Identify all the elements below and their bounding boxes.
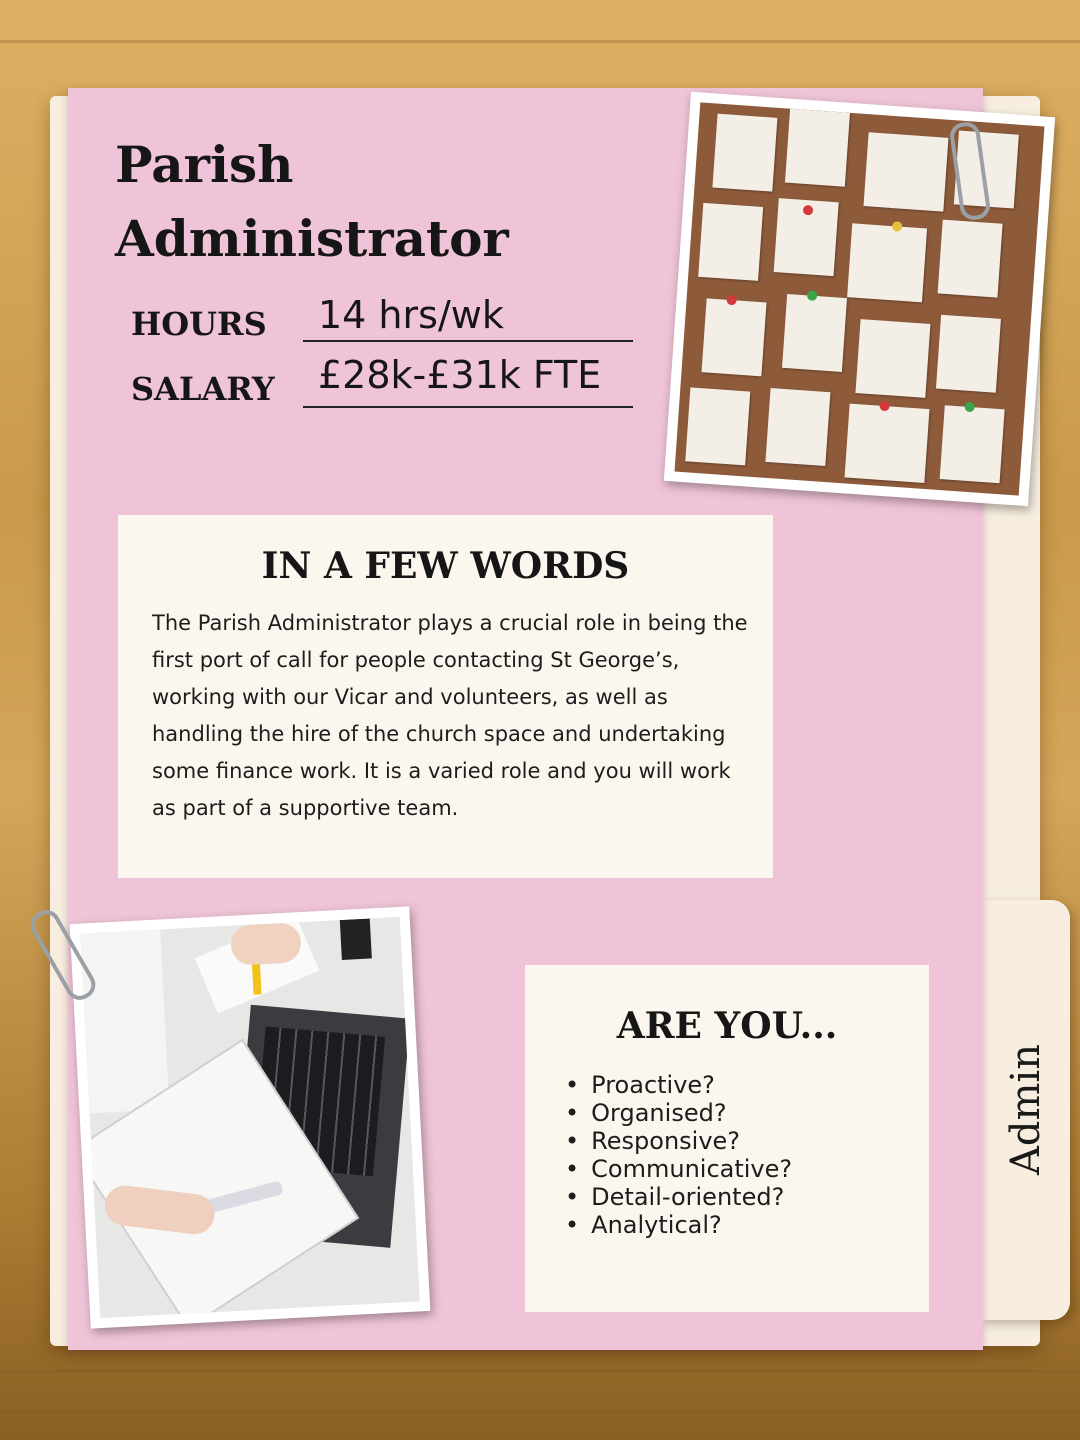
trait-item: • Detail-oriented? [565, 1183, 929, 1211]
about-card [118, 515, 773, 878]
trait-item: • Organised? [565, 1099, 929, 1127]
are-you-card [525, 965, 929, 1312]
wood-grain [0, 40, 1080, 43]
trait-item: • Proactive? [565, 1071, 929, 1099]
hours-label: HOURS [131, 305, 267, 343]
salary-label: SALARY [131, 370, 275, 408]
hours-value: 14 hrs/wk [318, 293, 504, 337]
wood-grain [0, 1410, 1080, 1413]
job-title: Parish Administrator [115, 135, 509, 268]
corkboard-image [675, 102, 1045, 495]
wood-grain [0, 1370, 1080, 1373]
trait-item: • Communicative? [565, 1155, 929, 1183]
about-heading: IN A FEW WORDS [261, 545, 630, 587]
trait-list [565, 1071, 929, 1239]
corkboard-photo [664, 92, 1055, 507]
are-you-heading: ARE YOU... [616, 1005, 838, 1047]
laptop-image [80, 917, 420, 1318]
hours-underline [303, 340, 633, 342]
salary-value: £28k-£31k FTE [318, 353, 602, 397]
salary-underline [303, 406, 633, 408]
about-text: The Parish Administrator plays a crucial role in being the first port of call for people contacting St George’s, working with our Vicar and volunteers, as well as handling the hire of the church space and undertaking some finance work. It is a varied role and you will work as part of a supportive team. [152, 611, 748, 820]
folder-tab-label: Admin [1003, 1044, 1049, 1175]
trait-item: • Responsive? [565, 1127, 929, 1155]
trait-item: • Analytical? [565, 1211, 929, 1239]
laptop-photo [70, 906, 431, 1328]
